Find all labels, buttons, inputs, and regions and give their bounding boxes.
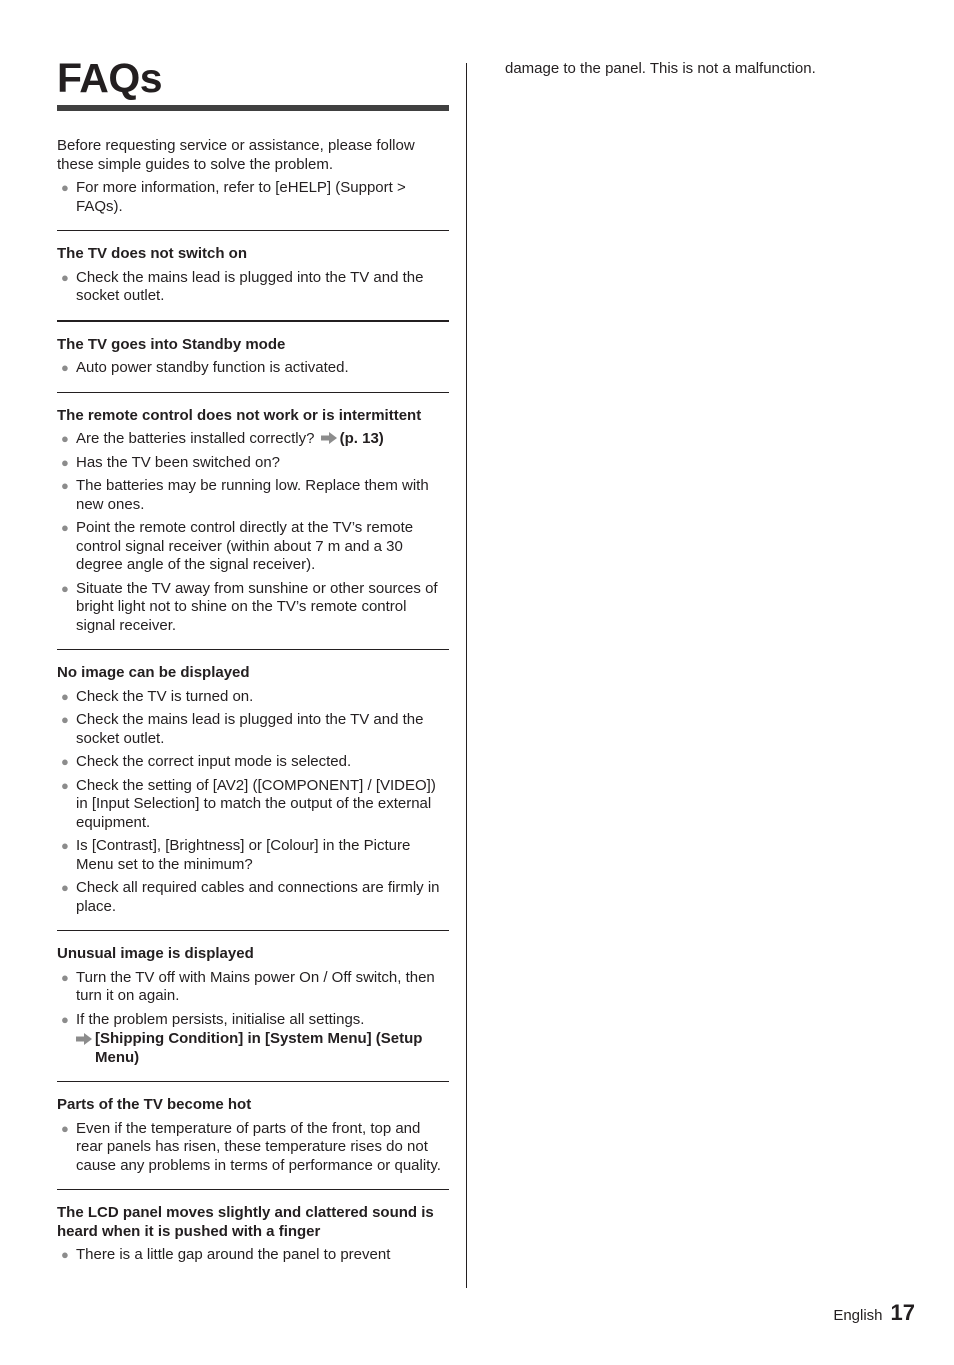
circle-bullet-icon: ● (61, 520, 69, 535)
faq-section-no-image (57, 649, 449, 916)
list-item-text: Auto power standby function is activated. (76, 359, 349, 376)
setting-reference-text: [Shipping Condition] in [System Menu] (Setup Menu) (95, 1030, 423, 1066)
left-column (57, 52, 449, 1265)
circle-bullet-icon: ● (61, 180, 69, 195)
circle-bullet-icon: ● (61, 688, 69, 704)
setting-reference (76, 1030, 449, 1067)
right-column (505, 59, 905, 78)
continuation-text: damage to the panel. This is not a malfunction. (505, 60, 816, 77)
section-heading: Unusual image is displayed (57, 945, 254, 962)
faq-section-remote-control (57, 392, 449, 636)
list-item-text: Even if the temperature of parts of the front, top and rear panels has risen, these temperature rises do not cause any problems in terms of performance or quality. (76, 1119, 441, 1174)
page-title: FAQs (57, 55, 163, 101)
list-item-text: Check the TV is turned on. (76, 687, 254, 705)
right-arrow-icon (321, 432, 337, 444)
circle-bullet-icon: ● (61, 269, 69, 285)
list-item (57, 753, 449, 772)
list-item-text: Situate the TV away from sunshine or other sources of bright light not to shine on the TV’s remote control signal receiver. (76, 579, 438, 634)
faq-section-unusual-image (57, 930, 449, 1067)
list-item-text: The batteries may be running low. Replace them with new ones. (76, 477, 429, 513)
title-rule (57, 105, 449, 111)
list-item-text: There is a little gap around the panel to prevent (76, 1246, 391, 1263)
section-heading: The TV goes into Standby mode (57, 335, 286, 353)
circle-bullet-icon: ● (61, 838, 69, 853)
list-item (57, 1246, 449, 1265)
list-item-text: Check the setting of [AV2] ([COMPONENT] / [VIDEO]) in [Input Selection] to match the output of the external equipment. (76, 776, 436, 831)
faq-section-tv-not-switch-on (57, 230, 449, 306)
circle-bullet-icon: ● (61, 1011, 69, 1027)
circle-bullet-icon: ● (61, 478, 69, 493)
list-item-text: Check the correct input mode is selected. (76, 753, 352, 770)
footer-language: English (833, 1307, 883, 1324)
list-item (57, 688, 449, 707)
page-number: 17 (890, 1300, 915, 1325)
circle-bullet-icon: ● (61, 754, 69, 769)
column-divider (466, 63, 467, 1288)
list-item-text: Check the mains lead is plugged into the TV and the socket outlet. (76, 711, 424, 747)
list-item (57, 711, 449, 748)
list-item-text: Are the batteries installed correctly? (76, 430, 315, 447)
list-item-text: Check all required cables and connections are firmly in place. (76, 879, 440, 915)
circle-bullet-icon: ● (61, 777, 69, 793)
intro-text: Before requesting service or assistance, please follow these simple guides to solve the problem. (57, 137, 415, 173)
list-item-text: If the problem persists, initialise all settings. (76, 1010, 365, 1028)
list-item (57, 1011, 449, 1068)
list-item-text: Turn the TV off with Mains power On / Off switch, then turn it on again. (76, 968, 435, 1004)
circle-bullet-icon: ● (61, 431, 69, 446)
circle-bullet-icon: ● (61, 454, 69, 470)
faq-section-lcd-panel (57, 1189, 449, 1265)
list-item-text: Is [Contrast], [Brightness] or [Colour] in the Picture Menu set to the minimum? (76, 837, 411, 873)
list-item (57, 179, 449, 216)
section-heading: No image can be displayed (57, 664, 250, 681)
list-item (57, 454, 449, 473)
faq-section-parts-hot (57, 1081, 449, 1175)
list-item (57, 430, 449, 449)
right-arrow-icon (76, 1033, 92, 1045)
list-item (57, 969, 449, 1006)
section-heading: Parts of the TV become hot (57, 1096, 252, 1113)
circle-bullet-icon: ● (61, 969, 69, 985)
circle-bullet-icon: ● (61, 880, 69, 895)
page-footer (833, 1300, 915, 1326)
circle-bullet-icon: ● (61, 1120, 69, 1136)
section-heading: The TV does not switch on (57, 245, 248, 262)
list-item (57, 269, 449, 306)
list-item (57, 837, 449, 874)
list-item-text: Check the mains lead is plugged into the TV and the socket outlet. (76, 268, 424, 304)
circle-bullet-icon: ● (61, 712, 69, 727)
list-item (57, 879, 449, 916)
faq-section-standby-mode (57, 320, 449, 378)
list-item (57, 1120, 449, 1176)
list-item-text: Point the remote control directly at the TV’s remote control signal receiver (within about 7 m and a 30 degree angle of the signal receiver). (76, 519, 414, 573)
list-item (57, 580, 449, 636)
circle-bullet-icon: ● (61, 580, 69, 596)
section-heading: The remote control does not work or is intermittent (57, 406, 422, 424)
circle-bullet-icon: ● (61, 1247, 69, 1262)
section-heading: The LCD panel moves slightly and clattered sound is heard when it is pushed with a finger (57, 1204, 434, 1240)
list-item-text: Has the TV been switched on? (76, 453, 281, 471)
list-item (57, 777, 449, 833)
list-item (57, 477, 449, 514)
list-item (57, 359, 449, 378)
list-item (57, 519, 449, 575)
intro-bullet-text: For more information, refer to [eHELP] (Support > FAQs). (76, 179, 406, 215)
circle-bullet-icon: ● (61, 360, 69, 375)
page-reference-link[interactable]: (p. 13) (339, 430, 384, 447)
